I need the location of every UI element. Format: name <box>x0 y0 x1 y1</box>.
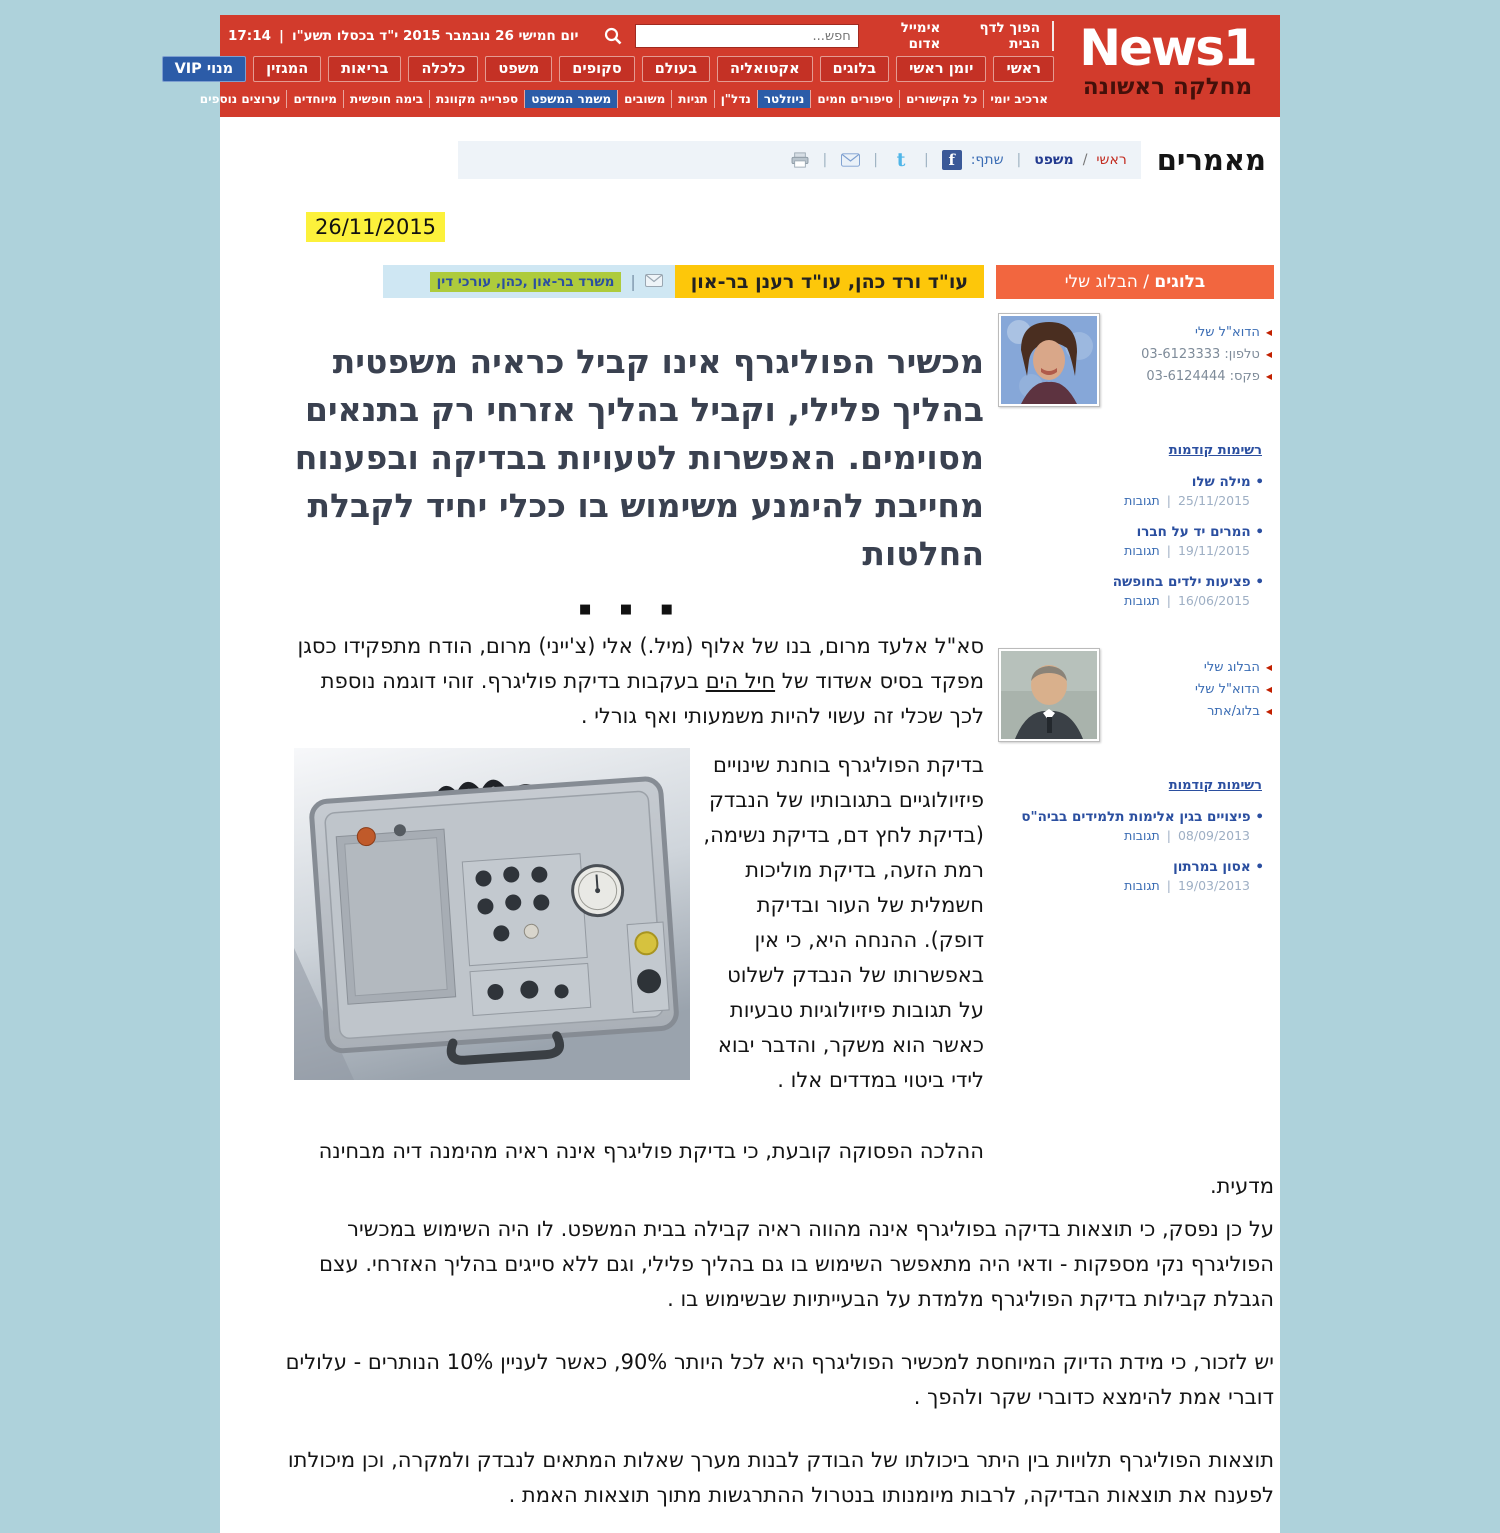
paragraph: בדיקת הפוליגרף בוחנת שינויים פיזיולוגיים בתגובותיו של הנבדק (בדיקת לחץ דם, בדיקת נשימה, רמת הזעה, בדיקת מוליכות חשמלית של העור ובדיקת דופק). ההנחה היא, כי אין באפשרותו של הנבדק לשלוט על תגובות פיזיולוגיות טבעיות כאשר הוא משקר, והדבר יבוא לידי ביטוי במדדים אלו . <box>703 753 984 1092</box>
tab-magazine[interactable]: המגזין <box>253 56 321 82</box>
divider: | <box>1166 493 1171 508</box>
masthead <box>174 15 1280 117</box>
divider: | <box>1166 593 1171 608</box>
subnav-online-library[interactable]: ספרייה מקוונת <box>429 90 524 108</box>
bullet-arrow-icon: ◀ <box>1265 663 1272 672</box>
post-meta <box>996 593 1250 608</box>
divider: | <box>630 272 636 291</box>
blogger-card <box>996 313 1274 407</box>
bullet-arrow-icon: ◀ <box>1265 707 1272 716</box>
tab-world[interactable]: בעולם <box>642 56 710 82</box>
subnav-daily-archive[interactable]: ארכיב יומי <box>983 90 1054 108</box>
home-link[interactable]: הפוך לדף הבית <box>979 20 1040 52</box>
blogger-link-label: בלוג/אתר <box>1207 704 1260 719</box>
sidebar-post <box>996 521 1264 558</box>
post-comments-link[interactable]: תגובות <box>1124 878 1160 893</box>
post-meta <box>996 828 1250 843</box>
law-firm-link[interactable]: משרד בר-און ,כהן, עורכי דין <box>430 272 622 292</box>
polygraph-photo <box>294 748 690 1080</box>
twitter-icon[interactable]: t <box>896 149 906 171</box>
article-date-row <box>306 215 1274 239</box>
subnav-feedback[interactable]: משובים <box>617 90 671 108</box>
divider: | <box>1166 878 1171 893</box>
blogger-links <box>1141 313 1272 407</box>
site-logo[interactable] <box>1065 19 1270 100</box>
tab-current-affairs[interactable]: אקטואליה <box>717 56 813 82</box>
subnav-newsletter[interactable]: ניוזלטר <box>757 90 811 108</box>
paragraph: תוצאות הפוליגרף תלויות בין היתר ביכולתו של הבודק לבנות מערך שאלות המתאים לנבדק ולמקרה, וכן מיכולתו לפענח את תוצאות הבדיקה, לרבות מיומנותו בנטרול ההתרגשות מתוך תוצאות האמת . <box>287 1448 1274 1507</box>
post-meta <box>996 543 1250 558</box>
sidebar-header-bold: בלוגים <box>1154 272 1206 292</box>
divider: | <box>822 152 828 168</box>
post-date: 16/06/2015 <box>1177 593 1250 608</box>
paragraph: ההלכה הפסוקה קובעת, כי בדיקת פוליגרף אינה ראיה מהימנה דיה מבחינה מדעית. <box>318 1139 1274 1198</box>
divider: | <box>1166 543 1171 558</box>
tab-blogs[interactable]: בלוגים <box>820 56 889 82</box>
breadcrumb-separator: / <box>1082 152 1088 168</box>
section-separator: ■ ■ ■ <box>579 602 685 617</box>
breadcrumb <box>458 141 1141 179</box>
section-strip <box>220 141 1280 179</box>
blogger-email-link[interactable] <box>1195 682 1272 697</box>
previous-posts-link[interactable]: רשימות קודמות <box>1168 443 1262 458</box>
post-date: 19/11/2015 <box>1177 543 1250 558</box>
paragraph: על כן נפסק, כי תוצאות בדיקה בפוליגרף אינה מהווה ראיה קבילה בבית המשפט. לו היה השימוש במכשיר הפוליגרף נקי מספקות - ודאי היה מתאפשר השימוש בו גם בהליך פלילי, וגם ללא סייגים בהליך האזרחי. עצם הגבלת קבילות בדיקת הפוליגרף מלמדת על הבעייתיות שבשימוש בו . <box>319 1217 1274 1311</box>
topbar <box>228 21 1054 51</box>
sidebar-header-rest: / הבלוג שלי <box>1064 272 1155 292</box>
tab-vip-subscription[interactable]: מנוי VIP <box>162 56 247 82</box>
bullet-arrow-icon: ◀ <box>1265 685 1272 694</box>
tab-home[interactable]: ראשי <box>993 56 1054 82</box>
bullet-arrow-icon: ◀ <box>1265 350 1272 359</box>
post-comments-link[interactable]: תגובות <box>1124 828 1160 843</box>
post-meta <box>996 493 1250 508</box>
blogger-link-label: הדוא"ל שלי <box>1195 325 1260 340</box>
divider: | <box>1166 828 1171 843</box>
bullet-arrow-icon: ◀ <box>1265 328 1272 337</box>
subnav-free-stage[interactable]: בימה חופשית <box>343 90 429 108</box>
search-input[interactable] <box>635 24 859 48</box>
search-icon[interactable] <box>603 26 623 46</box>
tab-economy[interactable]: כלכלה <box>408 56 478 82</box>
subnav-hot-stories[interactable]: סיפורים חמים <box>810 90 899 108</box>
divider: | <box>1016 152 1022 168</box>
paragraph-text: בעקבות בדיקת פוליגרף. זוהי דוגמה נוספת לכך שכלי זה עשוי להיות משמעותי ואף גורלי . <box>320 669 984 728</box>
post-date: 08/09/2013 <box>1177 828 1250 843</box>
blogger-fax-label: פקס: 03-6124444 <box>1146 369 1260 384</box>
tab-health[interactable]: בריאות <box>328 56 401 82</box>
sidebar-post <box>996 471 1264 508</box>
sidebar-post <box>996 806 1264 843</box>
date-time <box>228 28 578 44</box>
blogger-email-link[interactable] <box>1195 325 1272 340</box>
subnav-specials[interactable]: מיוחדים <box>286 90 343 108</box>
sidebar-post <box>996 571 1264 608</box>
article-headline: מכשיר הפוליגרף אינו קביל כראיה משפטית בהליך פלילי, וקביל בהליך אזרחי רק בתנאים מסוימים. האפשרות לטעויות בבדיקה ובפענוח מחייבת להימנע משימוש בו ככלי יחיד לקבלת החלטות <box>294 342 984 573</box>
blogger-link-label: הדוא"ל שלי <box>1195 682 1260 697</box>
tab-scoops[interactable]: סקופים <box>559 56 634 82</box>
byline-strip <box>280 265 984 298</box>
logo-title: News1 <box>1079 19 1256 77</box>
post-meta <box>996 878 1250 893</box>
previous-posts-link[interactable]: רשימות קודמות <box>1168 778 1262 793</box>
blogger-link-label: הבלוג שלי <box>1203 660 1260 675</box>
subnav-all-links[interactable]: כל הקישורים <box>899 90 983 108</box>
sidebar-header <box>996 265 1274 299</box>
logo-subtitle: מחלקה ראשונה <box>1082 74 1253 100</box>
blogger-blog-link[interactable] <box>1204 660 1272 675</box>
page <box>174 15 1280 1533</box>
post-date: 25/11/2015 <box>1177 493 1250 508</box>
authors-names: עו"ד ורד כהן, עו"ד רענן בר-און <box>675 265 984 298</box>
blogger-site-link[interactable] <box>1207 704 1272 719</box>
blogger-fax <box>1146 369 1272 384</box>
sidebar-post <box>996 856 1264 893</box>
date-time-separator: | <box>279 28 284 44</box>
byline-extras <box>383 265 675 298</box>
email-share-icon[interactable] <box>840 150 860 170</box>
bullet-arrow-icon: ◀ <box>1265 372 1272 381</box>
post-comments-link[interactable]: תגובות <box>1124 493 1160 508</box>
subnav-more-channels[interactable]: ערוצים נוספים <box>199 92 281 106</box>
print-icon[interactable] <box>790 150 810 170</box>
post-title-link[interactable]: • המרים יד על חברו <box>1137 524 1264 540</box>
post-comments-link[interactable]: תגובות <box>1124 543 1160 558</box>
red-email-link[interactable]: אימייל אדום <box>900 20 941 52</box>
envelope-icon[interactable] <box>645 272 663 291</box>
tab-daily-log[interactable]: יומן ראשי <box>896 56 986 82</box>
divider: | <box>923 152 929 168</box>
post-title-link[interactable]: • פיצויים בגין אלימות תלמידים בביה"ס <box>1021 809 1264 825</box>
post-title-link[interactable]: • אסון במרתון <box>1173 859 1264 875</box>
post-comments-link[interactable]: תגובות <box>1124 593 1160 608</box>
blogger-links <box>1195 648 1272 742</box>
article <box>220 215 1280 1533</box>
blogger-photo <box>998 313 1100 407</box>
divider: | <box>873 152 878 168</box>
blogs-sidebar <box>996 265 1274 1145</box>
current-date: יום חמישי 26 נובמבר 2015 י"ד בכסלו תשע"ו <box>291 28 579 44</box>
sub-nav <box>199 90 1054 108</box>
breadcrumb-current[interactable]: משפט <box>1034 152 1074 168</box>
blogger-photo <box>998 648 1100 742</box>
section-title: מאמרים <box>1156 143 1266 177</box>
share-label: שתף: <box>970 152 1004 168</box>
blogger-phone <box>1141 347 1272 362</box>
post-date: 19/03/2013 <box>1177 878 1250 893</box>
main-nav <box>174 56 1054 82</box>
blogger-card <box>996 648 1274 742</box>
paragraph: יש לזכור, כי מידת הדיוק המיוחסת למכשיר הפוליגרף היא לכל היותר 90%, כאשר לעניין 10% הנותרים - עלולים דוברי אמת להימצא כדוברי שקר ולהפך . <box>285 1350 1274 1409</box>
subnav-law-watch[interactable]: משמר המשפט <box>524 90 617 108</box>
post-title-link[interactable]: • מילה שלו <box>1192 474 1264 490</box>
subnav-real-estate[interactable]: נדל"ן <box>714 90 757 108</box>
post-title-link[interactable]: • פציעות ילדים בחופשה <box>1113 574 1264 590</box>
paragraph-text: סא"ל אלעד מרום, בנו של אלוף (מיל.) אלי (צ'ייני) מרום, הודח מתפקידו כסגן מפקד בסיס אשדוד של <box>297 634 984 693</box>
masthead-rows <box>174 20 1054 108</box>
facebook-icon[interactable]: f <box>942 150 962 170</box>
tab-law[interactable]: משפט <box>485 56 552 82</box>
article-date: 26/11/2015 <box>306 212 445 242</box>
navy-link[interactable]: חיל הים <box>705 669 776 693</box>
current-time: 17:14 <box>228 28 271 44</box>
subnav-tags[interactable]: תגיות <box>671 90 713 108</box>
blogger-phone-label: טלפון: 03-6123333 <box>1141 347 1260 362</box>
breadcrumb-root[interactable]: ראשי <box>1096 152 1127 168</box>
